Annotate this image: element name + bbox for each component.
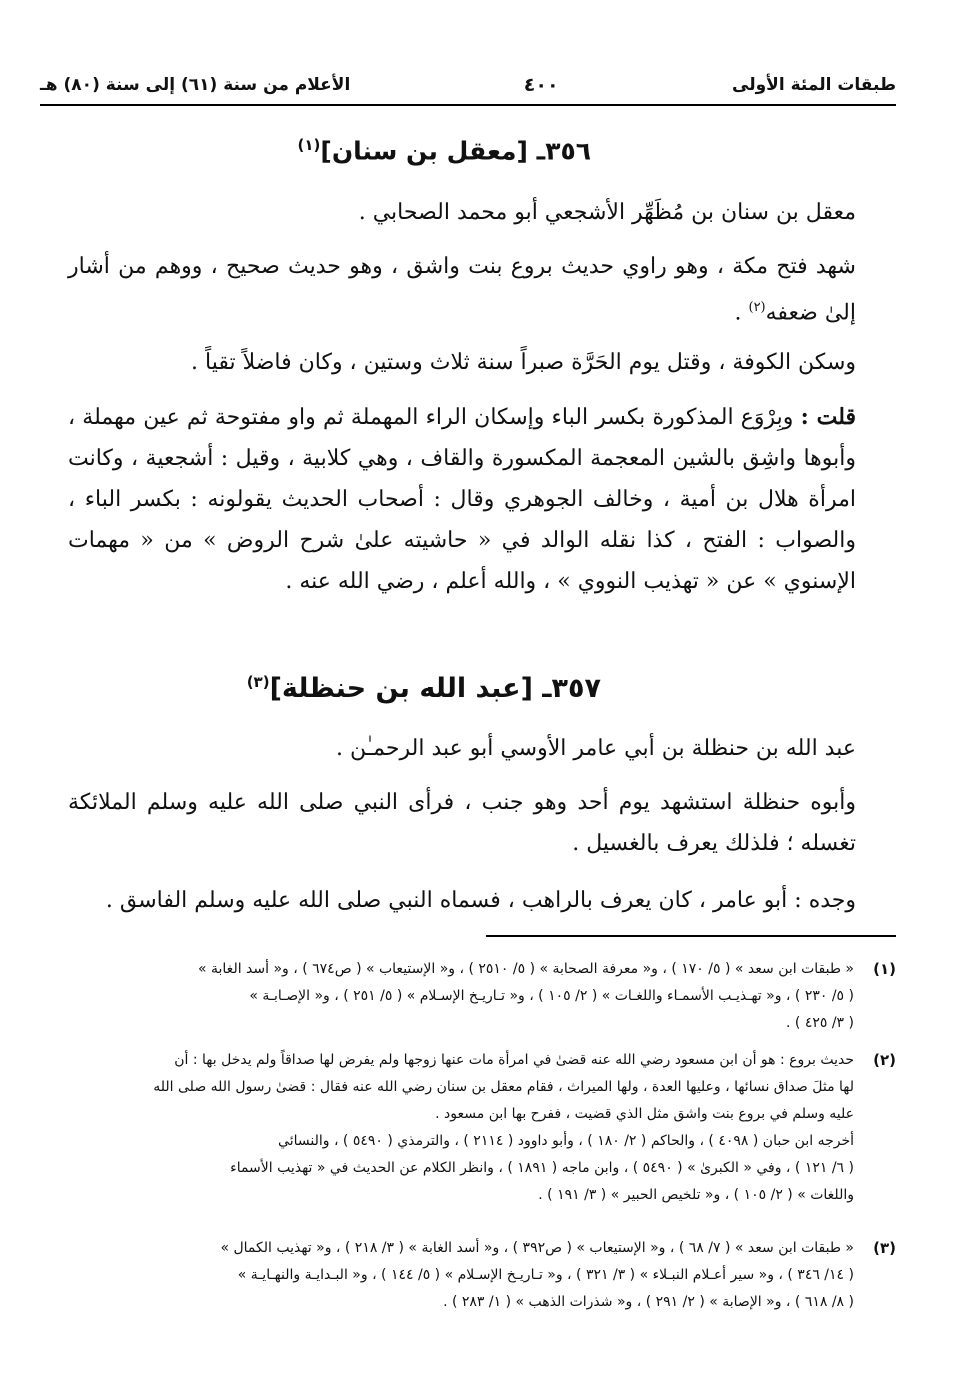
page-number: ٤٠٠ (523, 74, 559, 96)
footnote-1 (68, 956, 896, 1037)
footnote-text (68, 1235, 854, 1316)
footnote-line: واللغات » ( ٢/ ١٠٥ ) ، و« تلخيص الحبير » ( ٣/ ١٩١ ) . (538, 1187, 854, 1203)
paragraph: وجده : أبو عامر ، كان يعرف بالراهب ، فسماه النبي صلى الله عليه وسلم الفاسق . (105, 888, 856, 913)
footnote-number: (٣) (873, 1239, 896, 1257)
footnote-ref: (١) (297, 136, 321, 154)
footnote-line: ( ٨/ ٦١٨ ) ، و« الإصابة » ( ٢/ ٢٩١ ) ، و« شذرات الذهب » ( ١/ ٢٨٣ ) . (443, 1294, 854, 1310)
paragraph: وأبوه حنظلة استشهد يوم أحد وهو جنب ، فرأى النبي صلى الله عليه وسلم الملائكة تغسله ؛ فلذلك يعرف بالغسيل . (68, 790, 856, 856)
running-header (40, 70, 896, 100)
footnote-text (68, 956, 854, 1037)
paragraph-end: . (734, 300, 749, 326)
footnote-number: (١) (873, 960, 896, 978)
paragraph-text: شهد فتح مكة ، وهو راوي حديث بروع بنت واشق ، وهو حديث صحيح ، ووهم من أشار إلىٰ ضعفه (68, 254, 856, 326)
paragraph (68, 246, 856, 333)
entry-title-357 (247, 673, 601, 704)
entry-title-text: ٣٥٧ـ [عبد الله بن حنظلة] (269, 673, 601, 704)
footnote-ref: (٣) (246, 673, 270, 691)
footnote-ref: (٢) (748, 300, 766, 315)
footnote-line: ( ٥/ ٢٣٠ ) ، و« تهـذيـب الأسمـاء واللغـات » ( ٢/ ١٠٥ ) ، و« تـاريـخ الإسـلام » ( ٥/ ٢٥١ ) ، و« الإصـابـة » (249, 988, 854, 1004)
paragraph: معقل بن سنان بن مُظَهِّر الأشجعي أبو محمد الصحابي . (358, 200, 856, 225)
footnote-3 (68, 1235, 896, 1316)
header-section: الأعلام من سنة (٦١) إلى سنة (٨٠) هـ (40, 75, 351, 95)
paragraph (68, 397, 856, 602)
footnote-line: « طبقات ابن سعد » ( ٥/ ١٧٠ ) ، و« معرفة الصحابة » ( ٥/ ٢٥١٠ ) ، و« الإستيعاب » ( ص٦٧٤ ) ، و« أسد الغابة » (198, 961, 854, 977)
header-rule (40, 104, 896, 106)
footnote-line: ( ١٤/ ٣٤٦ ) ، و« سير أعـلام النبـلاء » ( ٣/ ٣٢١ ) ، و« تـاريـخ الإسـلام » ( ٥/ ١٤٤ ) ، و« البـدايـة والنهـايـة » (237, 1267, 854, 1283)
paragraph-text: وبِرْوَع المذكورة بكسر الباء وإسكان الراء المهملة ثم واو مفتوحة ثم عين مهملة ، وأبوها واشِق بالشين المعجمة المكسورة والقاف ، وهي كلابية ، وقيل : أشجعية ، وكانت امرأة هلال بن أمية ، وخالف الجوهري وقال : أصحاب الحديث يقولونه : بكسر الباء ، والصواب : الفتح ، كذا نقله الوالد في « حاشيته علىٰ شرح الروض » من « مهمات الإسنوي » عن « تهذيب النووي » ، والله أعلم ، رضي الله عنه . (68, 405, 856, 594)
footnote-line: لها مثلَ صداق نسائها ، وعليها العدة ، ولها الميراث ، فقام معقل بن سنان رضي الله عنه فقال : قضىٰ رسول الله صلى الله (153, 1079, 854, 1095)
header-book-title: طبقات المئة الأولى (732, 75, 896, 95)
footnote-line: حديث بروع : هو أن ابن مسعود رضي الله عنه قضىٰ في امرأة مات عنها زوجها ولم يفرض لها صداقاً ولم يدخل بها : أن (174, 1052, 854, 1068)
entry-title-text: ٣٥٦ـ [معقل بن سنان] (320, 136, 591, 166)
footnote-line: « طبقات ابن سعد » ( ٧/ ٦٨ ) ، و« الإستيعاب » ( ص٣٩٢ ) ، و« أسد الغابة » ( ٣/ ٢١٨ ) ، و« تهذيب الكمال » (220, 1240, 854, 1256)
qultu-label: قلت : (800, 404, 856, 430)
entry-title-356 (298, 136, 591, 165)
footnote-line: ( ٦/ ١٢١ ) ، وفي « الكبرىٰ » ( ٥٤٩٠ ) ، وابن ماجه ( ١٨٩١ ) ، وانظر الكلام عن الحديث في « تهذيب الأسماء (230, 1160, 854, 1176)
footnote-line: عليه وسلم في بروع بنت واشق مثل الذي قضيت ، ففرح بها ابن مسعود . (435, 1106, 854, 1122)
footnote-number: (٢) (873, 1051, 896, 1069)
footnote-text (68, 1047, 854, 1209)
footnote-line: أخرجه ابن حبان ( ٤٠٩٨ ) ، والحاكم ( ٢/ ١٨٠ ) ، وأبو داوود ( ٢١١٤ ) ، والترمذي ( ٥٤٩٠ ) ، والنسائي (278, 1133, 854, 1149)
footnote-line: ( ٣/ ٤٢٥ ) . (786, 1015, 854, 1031)
footnote-separator (486, 935, 896, 937)
paragraph: عبد الله بن حنظلة بن أبي عامر الأوسي أبو عبد الرحمـٰن . (336, 736, 856, 761)
footnote-2 (68, 1047, 896, 1209)
paragraph: وسكن الكوفة ، وقتل يوم الحَرَّة صبراً سنة ثلاث وستين ، وكان فاضلاً تقياً . (191, 350, 856, 375)
